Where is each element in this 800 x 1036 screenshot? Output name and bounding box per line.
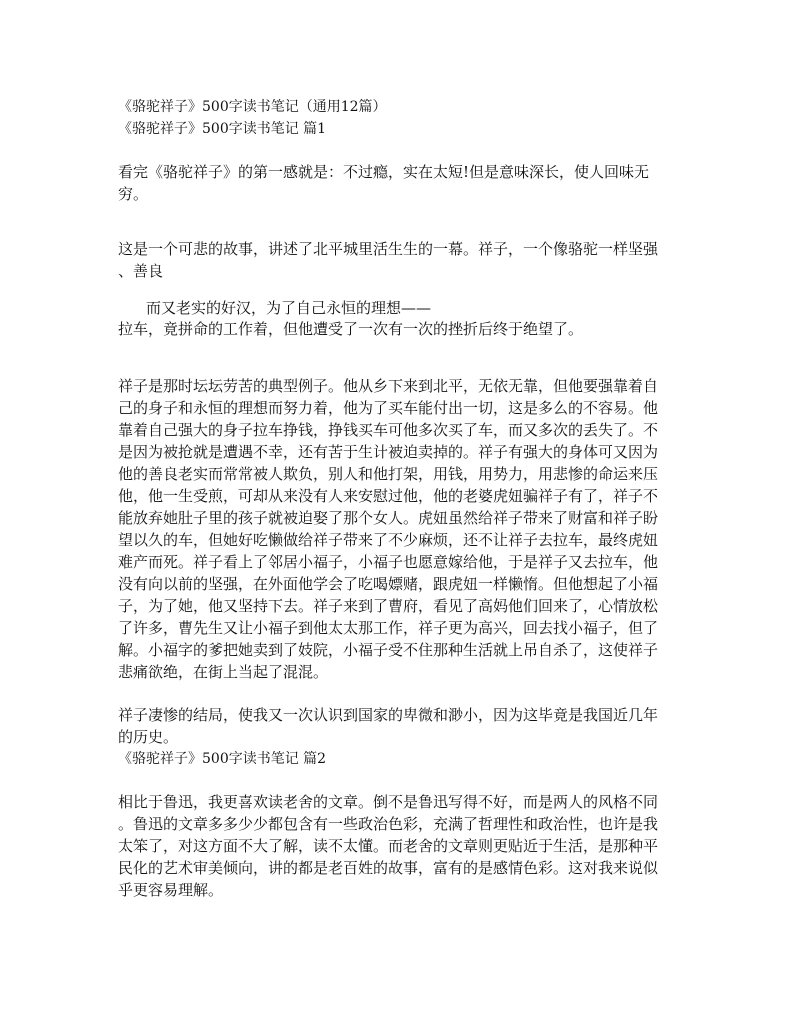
text-line: 难产而死。祥子看上了邻居小福子，小福子也愿意嫁给他，于是祥子又去拉车，他	[118, 553, 659, 571]
text-line: 穷。	[118, 185, 149, 203]
text-line: 祥子凄惨的结局，使我又一次认识到国家的卑微和渺小，因为这毕竟是我国近几年	[118, 706, 659, 724]
text-line: 靠着自己强大的身子拉车挣钱，挣钱买车可他多次买了车，而又多次的丢失了。不	[118, 421, 659, 439]
text-line: 解。小福字的爹把她卖到了妓院，小福子受不住那种生活就上吊自杀了，这使祥子	[118, 641, 659, 659]
paragraph-6	[118, 791, 698, 901]
text-line: 是因为被抢就是遭遇不幸，还有苦于生计被迫卖掉的。祥子有强大的身体可又因为	[118, 443, 659, 461]
text-line: 。鲁迅的文章多多少少都包含有一些政治色彩，充满了哲理性和政治性，也许是我	[118, 815, 659, 833]
paragraph-5	[118, 704, 698, 748]
paragraph-1	[118, 161, 698, 205]
text-line: 望以久的车，但她好吃懒做给祥子带来了不少麻烦，还不让祥子去拉车，最终虎妞	[118, 531, 659, 549]
text-line: 太笨了，对这方面不大了解，读不太懂。而老舍的文章则更贴近于生活，是那种平	[118, 837, 659, 855]
section-heading-2: 《骆驼祥子》500字读书笔记 篇2	[118, 751, 327, 767]
document-title: 《骆驼祥子》500字读书笔记（通用12篇）	[118, 99, 387, 115]
text-line: 他的善良老实而常常被人欺负，别人和他打架，用钱，用势力，用悲惨的命运来压	[118, 465, 659, 483]
text-line: 看完《骆驼祥子》的第一感就是：不过瘾，实在太短!但是意味深长，使人回味无	[118, 163, 650, 181]
text-line: 能放弃她肚子里的孩子就被迫娶了那个女人。虎妞虽然给祥子带来了财富和祥子盼	[118, 509, 659, 527]
text-line: 相比于鲁迅，我更喜欢读老舍的文章。倒不是鲁迅写得不好，而是两人的风格不同	[118, 793, 659, 811]
paragraph-4	[118, 375, 698, 683]
text-line: 这是一个可悲的故事，讲述了北平城里活生生的一幕。祥子，一个像骆驼一样坚强	[118, 240, 659, 258]
text-line: 没有向以前的坚强，在外面他学会了吃喝嫖赌，跟虎妞一样懒惰。但他想起了小福	[118, 575, 659, 593]
text-line: 、善良	[118, 262, 164, 280]
paragraph-3-line-1: 而又老实的好汉，为了自己永恒的理想——	[146, 299, 432, 317]
text-line: 民化的艺术审美倾向，讲的都是老百姓的故事，富有的是感情色彩。这对我来说似	[118, 859, 659, 877]
text-line: 己的身子和永恒的理想而努力着，他为了买车能付出一切，这是多么的不容易。他	[118, 399, 659, 417]
text-line: 的历史。	[118, 728, 179, 746]
text-line: 祥子是那时坛坛劳苦的典型例子。他从乡下来到北平，无依无靠，但他要强靠着自	[118, 377, 659, 395]
text-line: 悲痛欲绝，在街上当起了混混。	[118, 663, 329, 681]
text-line: 他，他一生受煎，可却从来没有人来安慰过他，他的老婆虎妞骗祥子有了，祥子不	[118, 487, 659, 505]
paragraph-2	[118, 238, 698, 282]
section-heading-1: 《骆驼祥子》500字读书笔记 篇1	[118, 121, 327, 137]
text-line: 子，为了她，他又坚持下去。祥子来到了曹府，看见了高妈他们回来了，心情放松	[118, 597, 659, 615]
text-line: 了许多，曹先生又让小福子到他太太那工作，祥子更为高兴，回去找小福子，但了	[118, 619, 659, 637]
text-line: 乎更容易理解。	[118, 881, 224, 899]
paragraph-3-line-2: 拉车，竟拼命的工作着，但他遭受了一次有一次的挫折后终于绝望了。	[118, 320, 584, 338]
